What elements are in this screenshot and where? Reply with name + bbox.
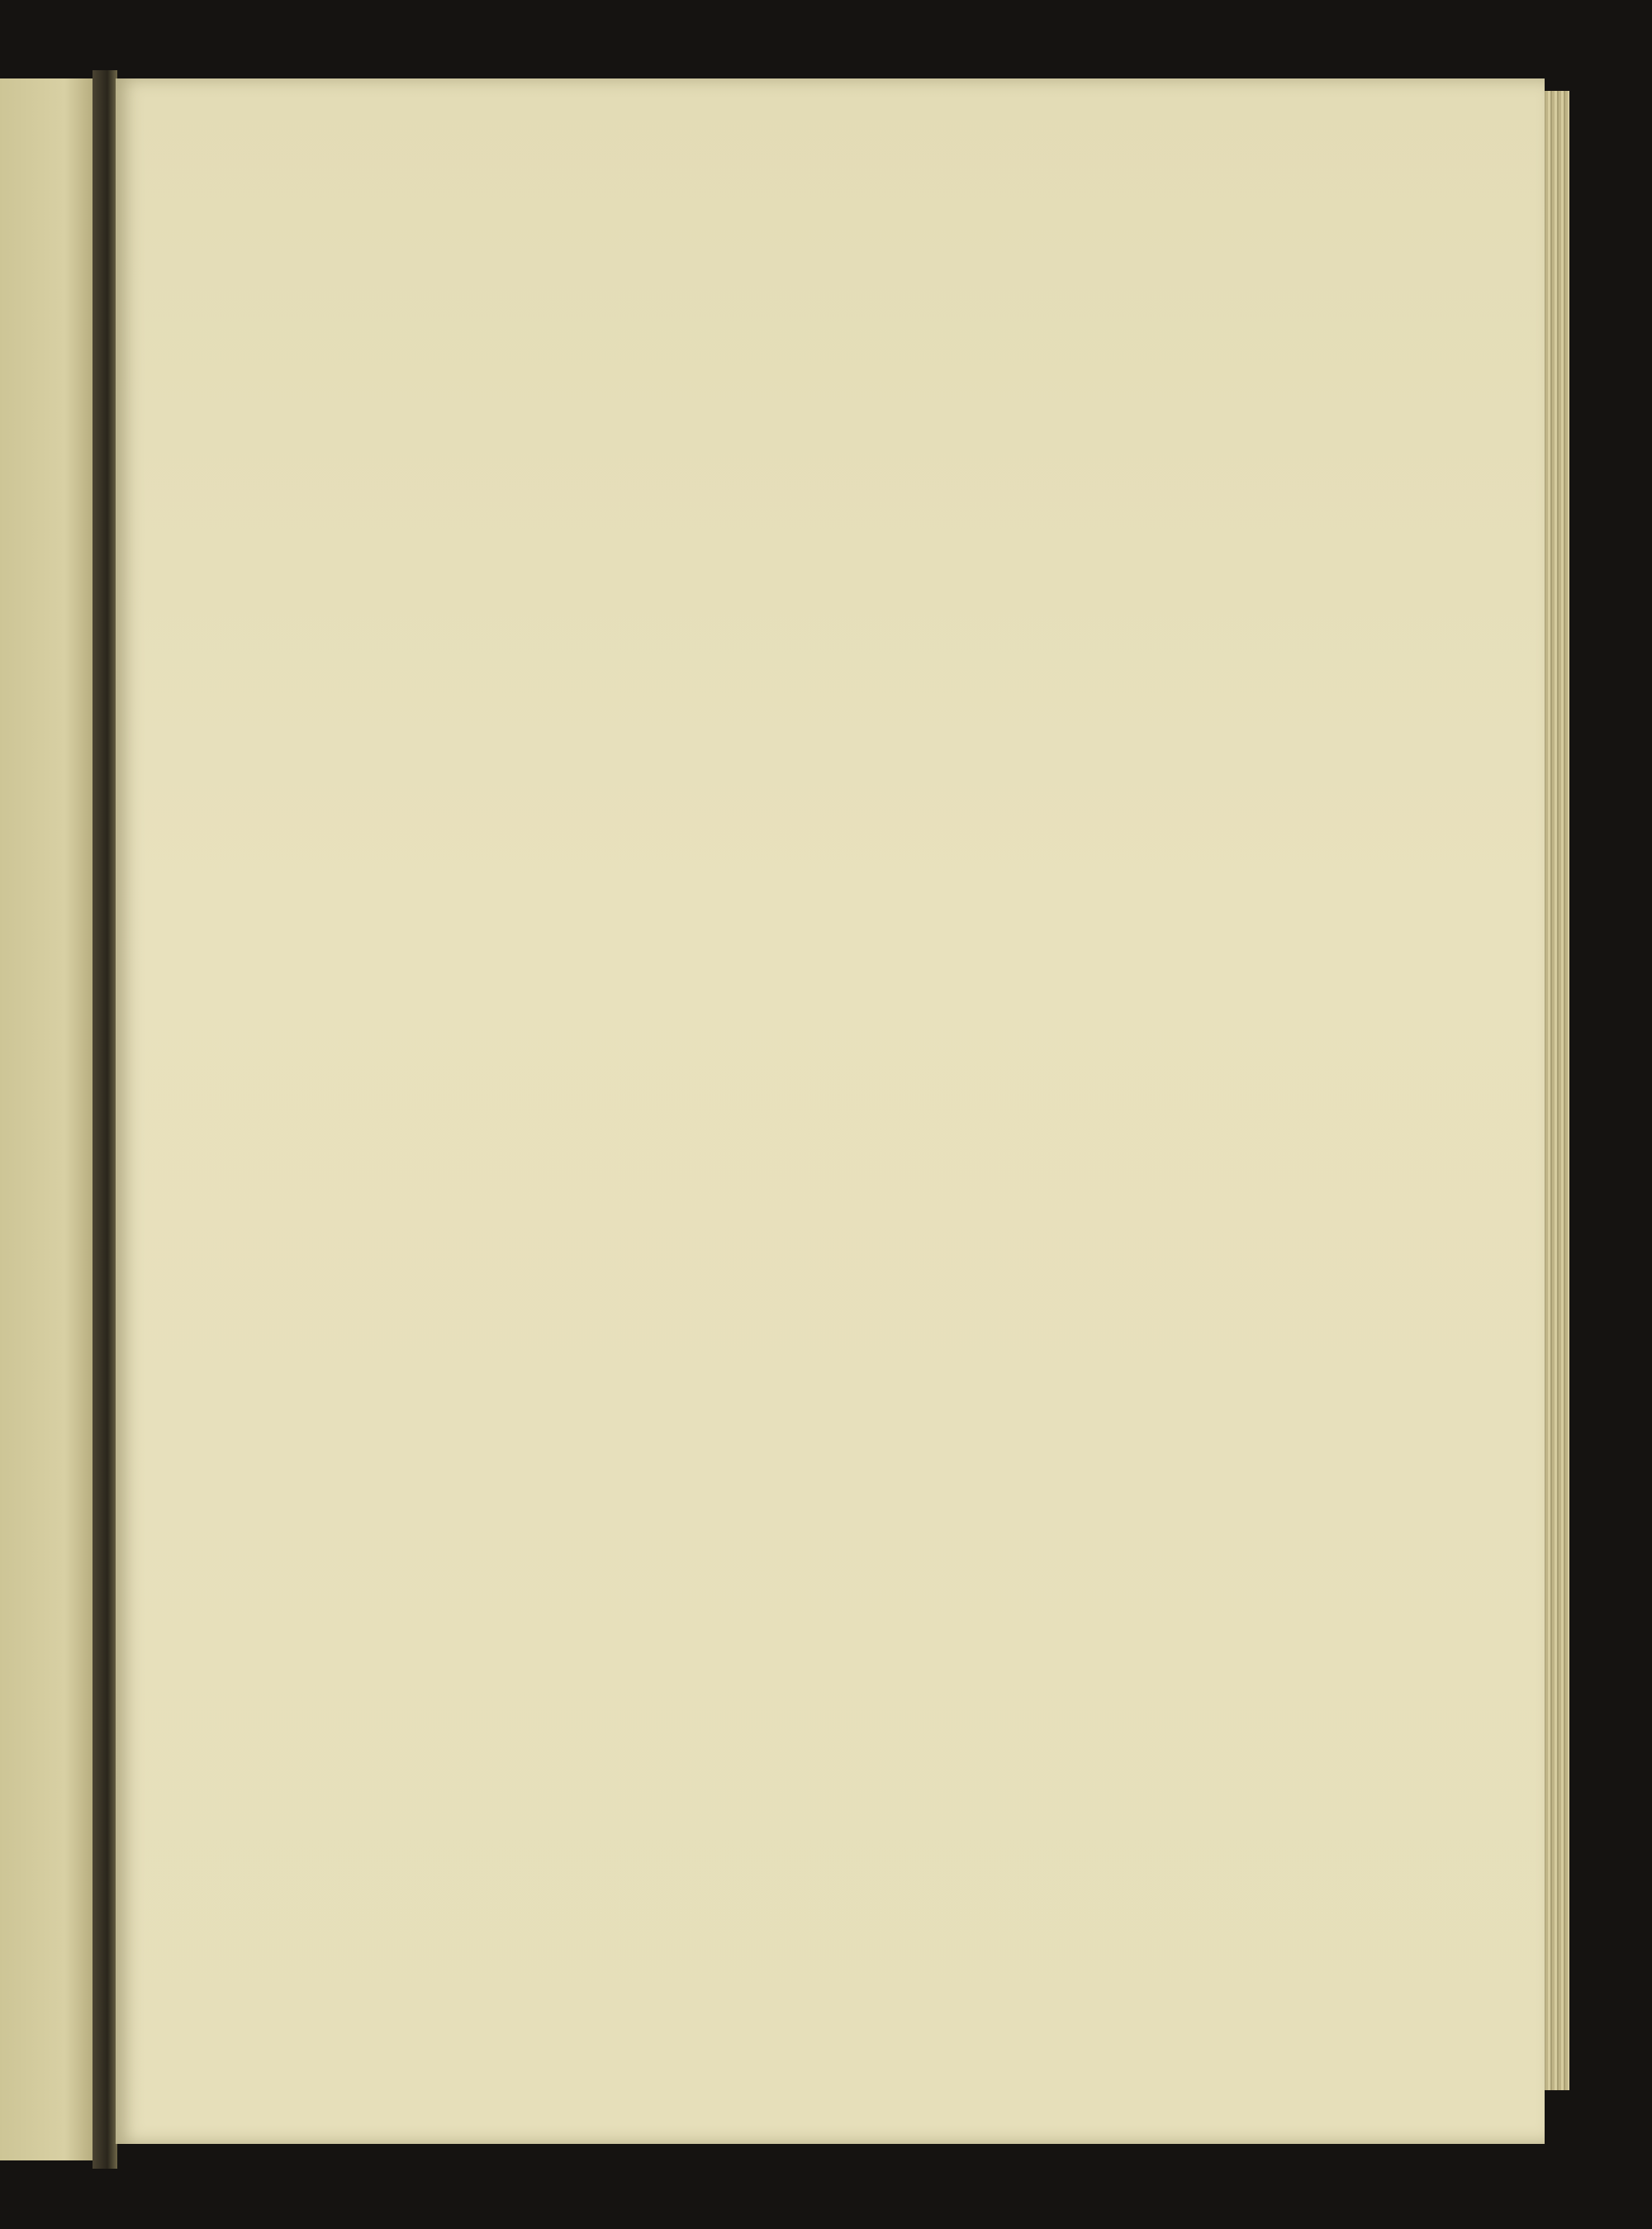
left-page-edge <box>0 78 93 2160</box>
book-page <box>116 78 1545 2144</box>
book-gutter <box>93 70 117 2169</box>
